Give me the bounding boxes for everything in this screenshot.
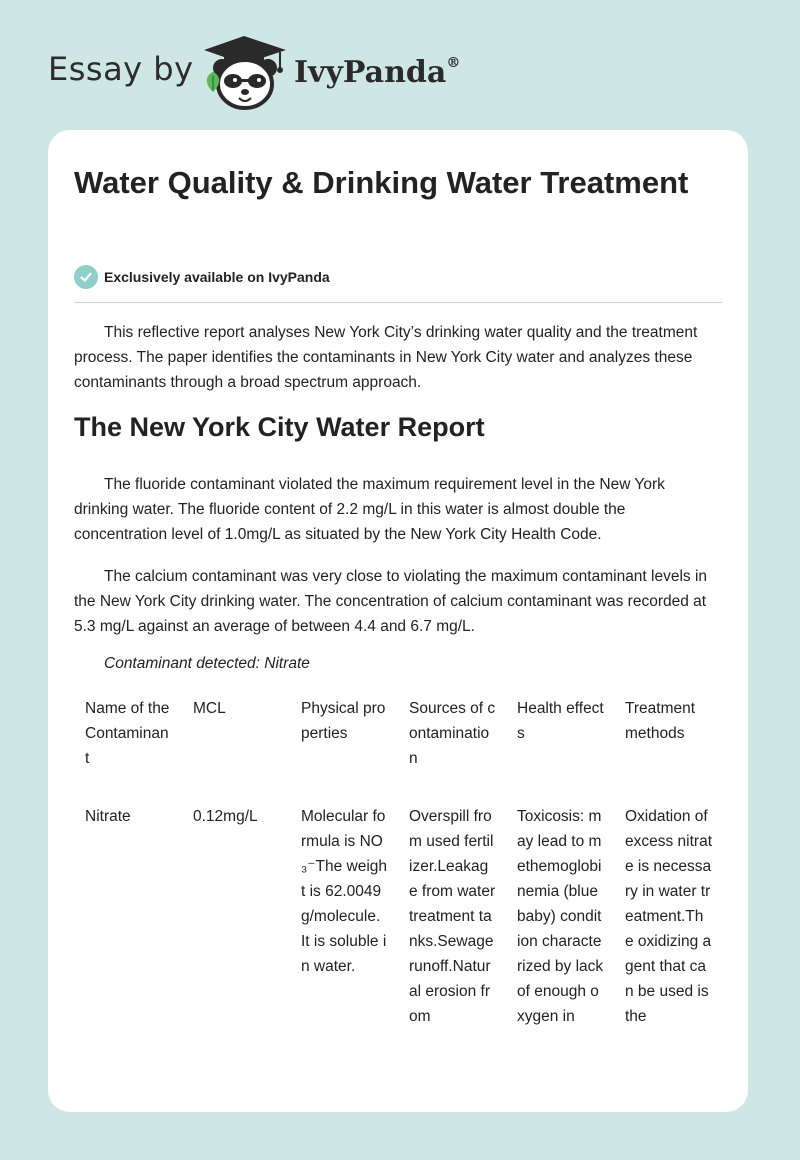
ivy-leaf-icon [202, 70, 224, 94]
intro-paragraph: This reflective report analyses New York City’s drinking water quality and the treatment process. The paper identifies the contaminants in New York City water and analyzes these contaminants through a broad spectrum approach. [74, 324, 698, 391]
table-cell-treatment-methods: Oxidation of excess nitrate is necessary in water treatment.The oxidizing agent that can be used is the [625, 808, 713, 1025]
header-cell-name: Name of the Contaminant [85, 700, 170, 767]
page-title: Water Quality & Drinking Water Treatment [74, 165, 689, 200]
brand-prefix: Essay by [48, 50, 194, 88]
section-heading: The New York City Water Report [74, 412, 485, 442]
header-cell-health-effects: Health effects [517, 700, 604, 742]
divider [74, 302, 722, 303]
contaminant-table [74, 696, 724, 1104]
table-header-row [74, 696, 724, 804]
header-cell-mcl: MCL [193, 700, 226, 717]
table-row [74, 804, 724, 1104]
table-cell-health-effects: Toxicosis: may lead to methemoglobinemia (blue baby) condition characterized by lack of enough oxygen in [517, 808, 604, 1025]
header-cell-treatment-methods: Treatment methods [625, 700, 696, 742]
exclusive-label: Exclusively available on IvyPanda [104, 269, 330, 285]
table-cell-mcl: 0.12mg/L [193, 808, 258, 825]
article-card [48, 130, 748, 1112]
header-cell-physical-properties: Physical properties [301, 700, 386, 742]
site-header [0, 0, 800, 130]
table-cell-name: Nitrate [85, 808, 131, 825]
paragraph-calcium: The calcium contaminant was very close to violating the maximum contaminant levels in the New York City drinking water. The concentration of calcium contaminant was recorded at 5.3 mg/L against an average of between 4.4 and 6.7 mg/L. [74, 568, 708, 635]
paragraph-fluoride: The fluoride contaminant violated the maximum requirement level in the New York drinking water. The fluoride content of 2.2 mg/L in this water is almost double the concentration level of 1.0mg/L as situated by the New York City Health Code. [74, 476, 665, 543]
checkmark-icon [74, 265, 98, 289]
registered-mark: ® [446, 55, 461, 71]
exclusive-badge [74, 264, 330, 290]
header-cell-sources: Sources of contamination [409, 700, 496, 767]
table-cell-sources: Overspill from used fertilizer.Leakage from water treatment tanks.Sewage runoff.Natural erosion from [409, 808, 496, 1025]
brand-name[interactable]: IvyPanda® [294, 55, 461, 90]
table-cell-physical-properties: Molecular formula is NO₃⁻The weight is 62.0049 g/molecule. It is soluble in water. [301, 808, 388, 975]
table-caption: Contaminant detected: Nitrate [104, 655, 310, 672]
